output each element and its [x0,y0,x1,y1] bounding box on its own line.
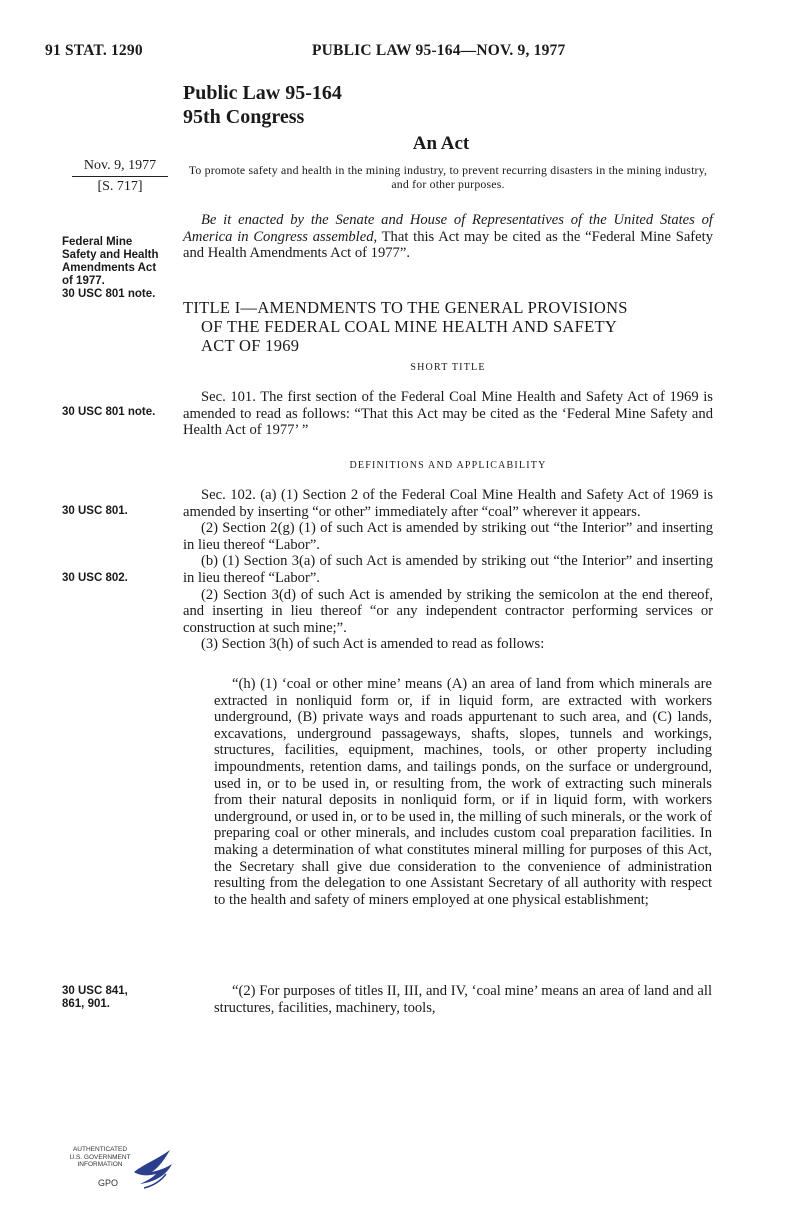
running-header-stat: 91 STAT. 1290 [45,42,143,59]
enactment-date: Nov. 9, 1977 [72,158,168,177]
section-101-text: Sec. 101. The first section of the Federal Coal Mine Health and Safety Act of 1969 is amended to read as follows: “That this Act may be cited as the ‘Federal Mine Safety and Health Act of 1977’ ” [183,389,713,439]
section-102-a2: (2) Section 2(g) (1) of such Act is amended by striking out “the Interior” and inserting in lieu thereof “Labor”. [183,520,713,553]
bill-number: [S. 717] [97,179,143,194]
margin-note-sec102a: 30 USC 801. [62,505,128,517]
title-line-2: OF THE FEDERAL COAL MINE HEALTH AND SAFETY [201,317,618,336]
definitions-heading: DEFINITIONS AND APPLICABILITY [349,460,547,471]
gpo-authentication-logo [60,1140,180,1200]
running-header-title: PUBLIC LAW 95-164—NOV. 9, 1977 [312,42,566,59]
margin-note-sec102b: 30 USC 802. [62,572,128,584]
section-102-a1: Sec. 102. (a) (1) Section 2 of the Federal Coal Mine Health and Safety Act of 1969 is amended by inserting “or other” immediately after “coal” wherever it appears. [183,487,713,520]
enacting-clause [183,212,713,262]
section-102-b2: (2) Section 3(d) of such Act is amended by striking the semicolon at the end thereof, and inserting in lieu thereof “or any independent contractor performing services or construction at such mine;”. [183,586,713,636]
title-line-1: TITLE I—AMENDMENTS TO THE GENERAL PROVISIONS [183,298,628,317]
enacting-clause-rest: That this Act may be cited as the “Federal Mine Safety and Health Amendments Act of 1977”. [183,228,713,262]
margin-note-short-title [62,236,172,301]
logo-text-line: U.S. GOVERNMENT [69,1153,131,1161]
margin-note-line: 861, 901. [62,998,110,1010]
margin-note-line: Safety and Health [62,249,159,261]
margin-note-line: Federal Mine [62,236,133,248]
quoted-definition-2-text: “(2) For purposes of titles II, III, and IV, ‘coal mine’ means an area of land and all structures, facilities, machinery, tools, [214,983,712,1016]
section-102-b1: (b) (1) Section 3(a) of such Act is amended by striking out “the Interior” and inserting in lieu thereof “Labor”. [183,553,713,586]
logo-text [60,1146,140,1169]
act-purpose: To promote safety and health in the mining industry, to prevent recurring disasters in the mining industry, and for other purposes. [188,163,708,191]
public-law-number: Public Law 95-164 [183,82,342,104]
logo-text-line: AUTHENTICATED [72,1146,128,1153]
congress-label: 95th Congress [183,106,305,128]
section-102-b3: (3) Section 3(h) of such Act is amended to read as follows: [201,636,545,653]
title-line-3: ACT OF 1969 [201,336,300,355]
title-one-heading [183,298,713,355]
section-102 [183,487,713,653]
logo-gpo-label: GPO [98,1178,119,1188]
margin-note-line: 30 USC 801 note. [62,288,156,300]
section-101 [183,389,713,439]
margin-note-line: Amendments Act [62,262,157,274]
enacting-clause-italic: Be it enacted by the Senate and House of Representatives of the United States of America in Congress assembled, [183,212,713,245]
logo-text-line: INFORMATION [77,1161,123,1168]
eagle-icon [130,1144,178,1194]
margin-note-line: 30 USC 841, [62,985,128,997]
margin-note-sec101: 30 USC 801 note. [62,406,156,418]
quoted-definition-h-text: “(h) (1) ‘coal or other mine’ means (A) an area of land from which minerals are extracted in nonliquid form or, if in liquid form, are extracted with workers underground, (B) private ways and roads appurtenant to such area, and (C) lands, excavations, underground passageways, shafts, slopes, tunnels and workings, structures, facilities, equipment, machines, tools, or other property including impoundments, retention dams, and tailings ponds, on the surface or underground, used in, or to be used in, or resulting from, the work of extracting such minerals from their natural deposits in nonliquid form, or if in liquid form, with workers underground, or used in, or to be used in, the milling of such minerals, or the work of preparing coal or other minerals, and includes custom coal preparation facilities. In making a determination of what constitutes mineral milling for purposes of this Act, the Secretary shall give due consideration to the convenience of administration resulting from the delegation to one Assistant Secretary of all authority with respect to the health and safety of miners employed at one physical establishment; [214,676,712,908]
quoted-definition-h [214,676,712,908]
quoted-definition-2 [214,983,712,1016]
act-heading: An Act [412,133,470,154]
margin-note-quote2 [62,985,172,1011]
margin-note-line: of 1977. [62,275,105,287]
short-title-heading: SHORT TITLE [410,362,486,373]
